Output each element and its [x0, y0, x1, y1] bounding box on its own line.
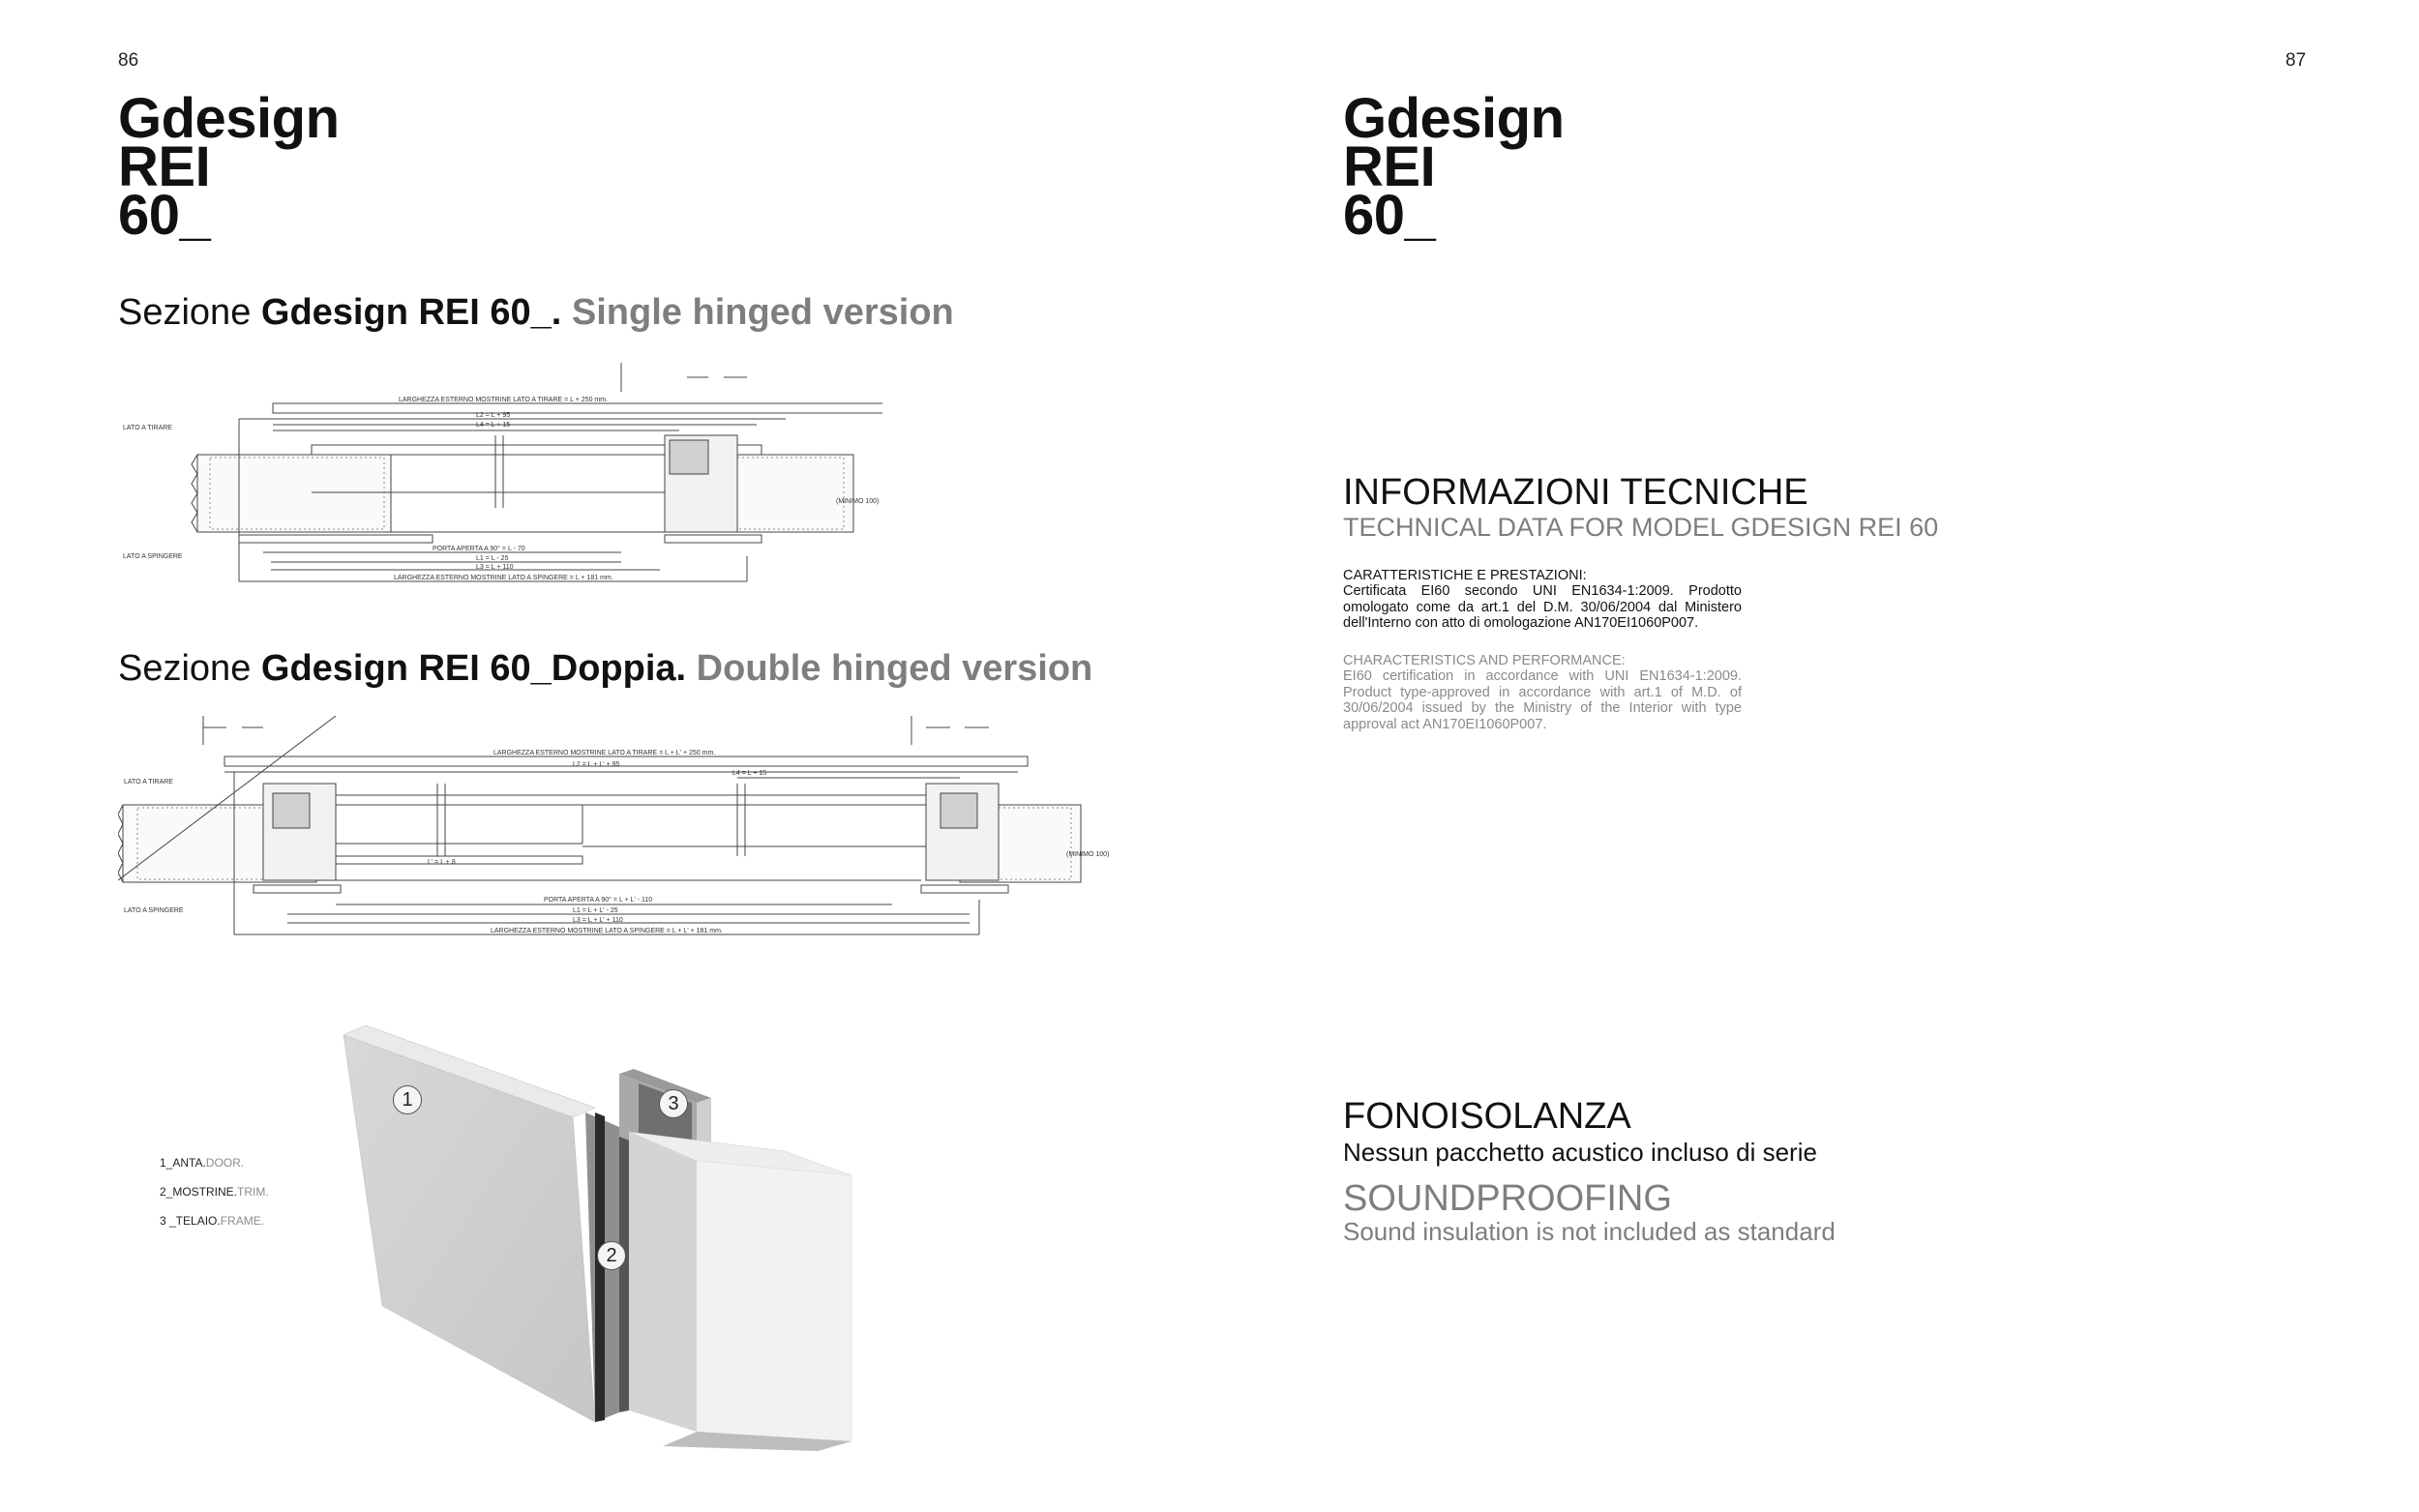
title-line: 60_ — [1343, 184, 1436, 247]
section-prefix: Sezione — [118, 648, 261, 689]
label-push-side: LATO A SPINGERE — [123, 553, 183, 560]
section-model: Gdesign REI 60_Doppia. — [260, 648, 687, 689]
title-line: Gdesign — [1343, 87, 1565, 150]
label-top-dim: LARGHEZZA ESTERNO MOSTRINE LATO A TIRARE = L + L' + 250 mm. — [493, 750, 716, 756]
label-min: (MINIMO 100) — [836, 498, 880, 505]
tech-info-en-title: CHARACTERISTICS AND PERFORMANCE: — [1343, 653, 1626, 668]
title-line: 60_ — [118, 184, 211, 247]
door-3d-render — [329, 1016, 871, 1451]
label-top-dim: LARGHEZZA ESTERNO MOSTRINE LATO A TIRARE = L + 250 mm. — [399, 397, 609, 403]
label-l3: L3 = L + 110 — [476, 564, 514, 571]
section-drawing-double — [118, 716, 1124, 948]
tech-info-heading: INFORMAZIONI TECNICHE — [1343, 472, 1808, 513]
label-open: PORTA APERTA A 90° = L - 70 — [433, 546, 525, 552]
tech-info-en-body: EI60 certification in accordance with UNI EN1634-1:2009. Product type-approved in accordance with art.1 of M.D. of 30/06/2004 issued by the Ministry of the Interior with type approval act AN170EI1060P007. — [1343, 668, 1742, 732]
title-line: REI — [1343, 135, 1436, 198]
title-line: Gdesign — [118, 87, 340, 150]
legend-translation: FRAME. — [220, 1214, 265, 1228]
label-bottom-dim: LARGHEZZA ESTERNO MOSTRINE LATO A SPINGERE = L + 181 mm. — [394, 575, 613, 581]
callout-2: 2 — [597, 1241, 626, 1270]
label-l4: L4 = L + 15 — [476, 422, 511, 429]
label-open: PORTA APERTA A 90° = L + L' - 110 — [544, 897, 653, 904]
sound-heading-it: FONOISOLANZA — [1343, 1096, 1631, 1137]
label-l1: L1 = L - 25 — [476, 555, 509, 562]
legend-item-door — [160, 1156, 269, 1185]
label-pull-side: LATO A TIRARE — [123, 425, 172, 431]
callout-3: 3 — [659, 1089, 688, 1118]
section-drawing-single — [118, 363, 882, 595]
legend — [160, 1156, 269, 1243]
label-bottom-dim: LARGHEZZA ESTERNO MOSTRINE LATO A SPINGERE = L + L' + 181 mm. — [491, 928, 723, 934]
page-title-left — [118, 87, 340, 247]
tech-info-it-title: CARATTERISTICHE E PRESTAZIONI: — [1343, 568, 1587, 583]
label-min: (MINIMO 100) — [1066, 851, 1110, 858]
sound-heading-en: SOUNDPROOFING — [1343, 1178, 1672, 1219]
label-ll: L' = L + 8 — [428, 859, 456, 866]
sound-text-it: Nessun pacchetto acustico incluso di serie — [1343, 1138, 1817, 1167]
section-version: Double hinged version — [686, 648, 1093, 689]
label-pull-side: LATO A TIRARE — [124, 779, 173, 786]
legend-translation: TRIM. — [237, 1185, 269, 1199]
label-l2: L2 = L + 95 — [476, 412, 511, 419]
label-l2: L2 = L + L' + 95 — [573, 761, 620, 768]
legend-item-frame — [160, 1214, 269, 1243]
legend-label: 3 _TELAIO. — [160, 1214, 221, 1228]
label-l4: L4 = L + 15 — [732, 770, 767, 777]
callout-1: 1 — [393, 1085, 422, 1114]
legend-translation: DOOR. — [205, 1156, 245, 1170]
label-push-side: LATO A SPINGERE — [124, 907, 184, 914]
section-title-single — [118, 292, 954, 334]
legend-item-trim — [160, 1185, 269, 1214]
tech-info-subheading: TECHNICAL DATA FOR MODEL GDESIGN REI 60 — [1343, 513, 1939, 542]
label-l1: L1 = L + L' - 25 — [573, 907, 618, 914]
page-title-right — [1343, 87, 1565, 247]
label-l3: L3 = L + L' + 110 — [573, 917, 623, 924]
legend-label: 1_ANTA. — [160, 1156, 206, 1170]
section-model: Gdesign REI 60_. — [260, 292, 562, 333]
section-version: Single hinged version — [561, 292, 954, 333]
legend-label: 2_MOSTRINE. — [160, 1185, 238, 1199]
tech-info-it-body: Certificata EI60 secondo UNI EN1634-1:2009. Prodotto omologato come da art.1 del D.M. 30/06/2004 dal Ministero dell'Interno con atto di omologazione AN170EI1060P007. — [1343, 583, 1742, 631]
sound-text-en: Sound insulation is not included as standard — [1343, 1217, 1836, 1246]
section-prefix: Sezione — [118, 292, 261, 333]
section-title-double — [118, 648, 1092, 690]
title-line: REI — [118, 135, 211, 198]
page-number-right: 87 — [2285, 50, 2307, 71]
page-number-left: 86 — [118, 50, 139, 71]
